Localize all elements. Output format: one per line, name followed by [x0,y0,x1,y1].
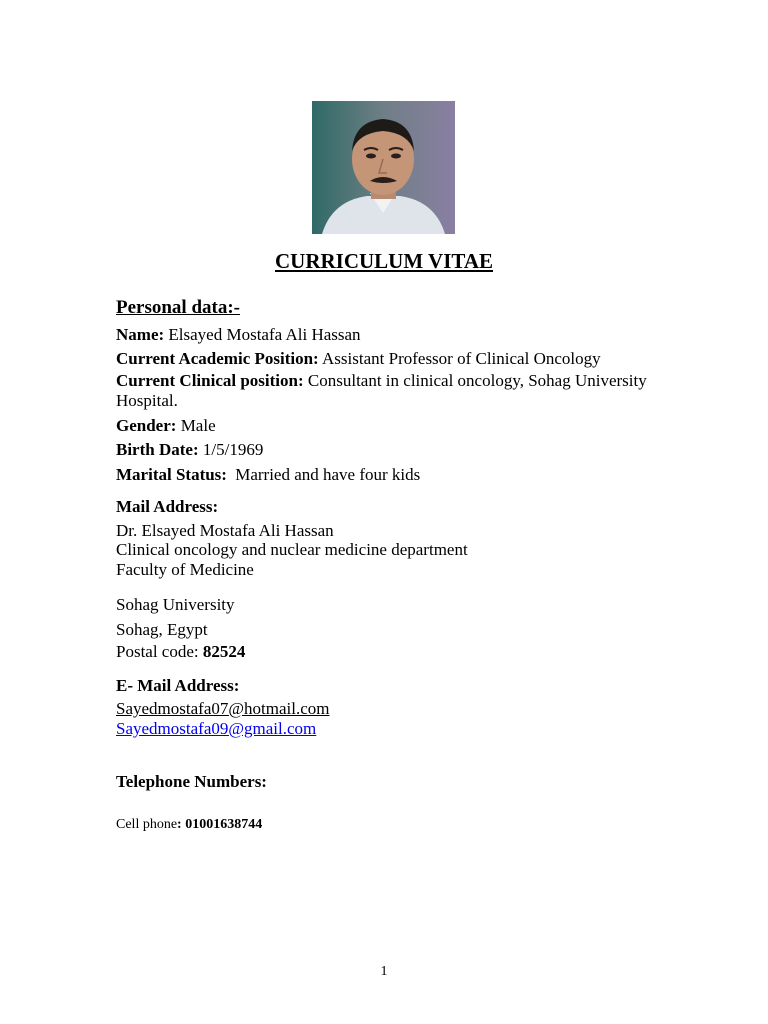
document-title: CURRICULUM VITAE [275,249,493,273]
email-row [116,719,316,739]
mail-line: Faculty of Medicine [116,560,254,579]
postal-code-row [116,642,245,662]
mail-line: Clinical oncology and nuclear medicine department [116,540,468,559]
academic-position-row [116,349,601,369]
gender-label: Gender: [116,416,177,435]
marital-status-value: Married and have four kids [235,465,421,484]
section-heading: Personal data:- [116,297,241,318]
mail-address-heading: Mail Address: [116,497,219,516]
email-link-gmail[interactable]: Sayedmostafa09@gmail.com [116,719,317,738]
person-photo-icon [312,101,455,234]
clinical-position-label: Current Clinical position: [116,371,304,390]
cell-phone-value: : 01001638744 [177,817,263,832]
postal-code-label: Postal code: [116,642,199,661]
name-row [116,325,361,345]
academic-position-label: Current Academic Position: [116,349,319,368]
marital-status-row [116,465,420,485]
name-label: Name: [116,325,165,344]
page-number: 1 [380,964,388,979]
email-row [116,699,329,719]
email-heading: E- Mail Address: [116,676,240,695]
name-value: Elsayed Mostafa Ali Hassan [168,325,361,344]
mail-line: Dr. Elsayed Mostafa Ali Hassan [116,521,334,540]
cell-phone-label: Cell phone [116,817,178,832]
cell-phone-row [116,815,262,835]
birth-date-row [116,440,263,460]
birth-date-value: 1/5/1969 [202,440,264,459]
mail-line: Sohag, Egypt [116,620,208,639]
telephone-heading: Telephone Numbers: [116,772,267,791]
marital-status-label: Marital Status: [116,465,227,484]
birth-date-label: Birth Date: [116,440,199,459]
gender-value: Male [180,416,216,435]
clinical-position-row [116,371,656,411]
personal-data-heading [116,298,240,318]
mail-line: Sohag University [116,595,235,614]
gender-row [116,416,216,436]
profile-photo [312,101,455,234]
email-link-hotmail[interactable]: Sayedmostafa07@hotmail.com [116,699,330,718]
postal-code-value: 82524 [202,642,246,661]
clinical-position-value: Consultant in clinical oncology, Sohag University Hospital. [116,371,647,410]
academic-position-value: Assistant Professor of Clinical Oncology [322,349,601,368]
